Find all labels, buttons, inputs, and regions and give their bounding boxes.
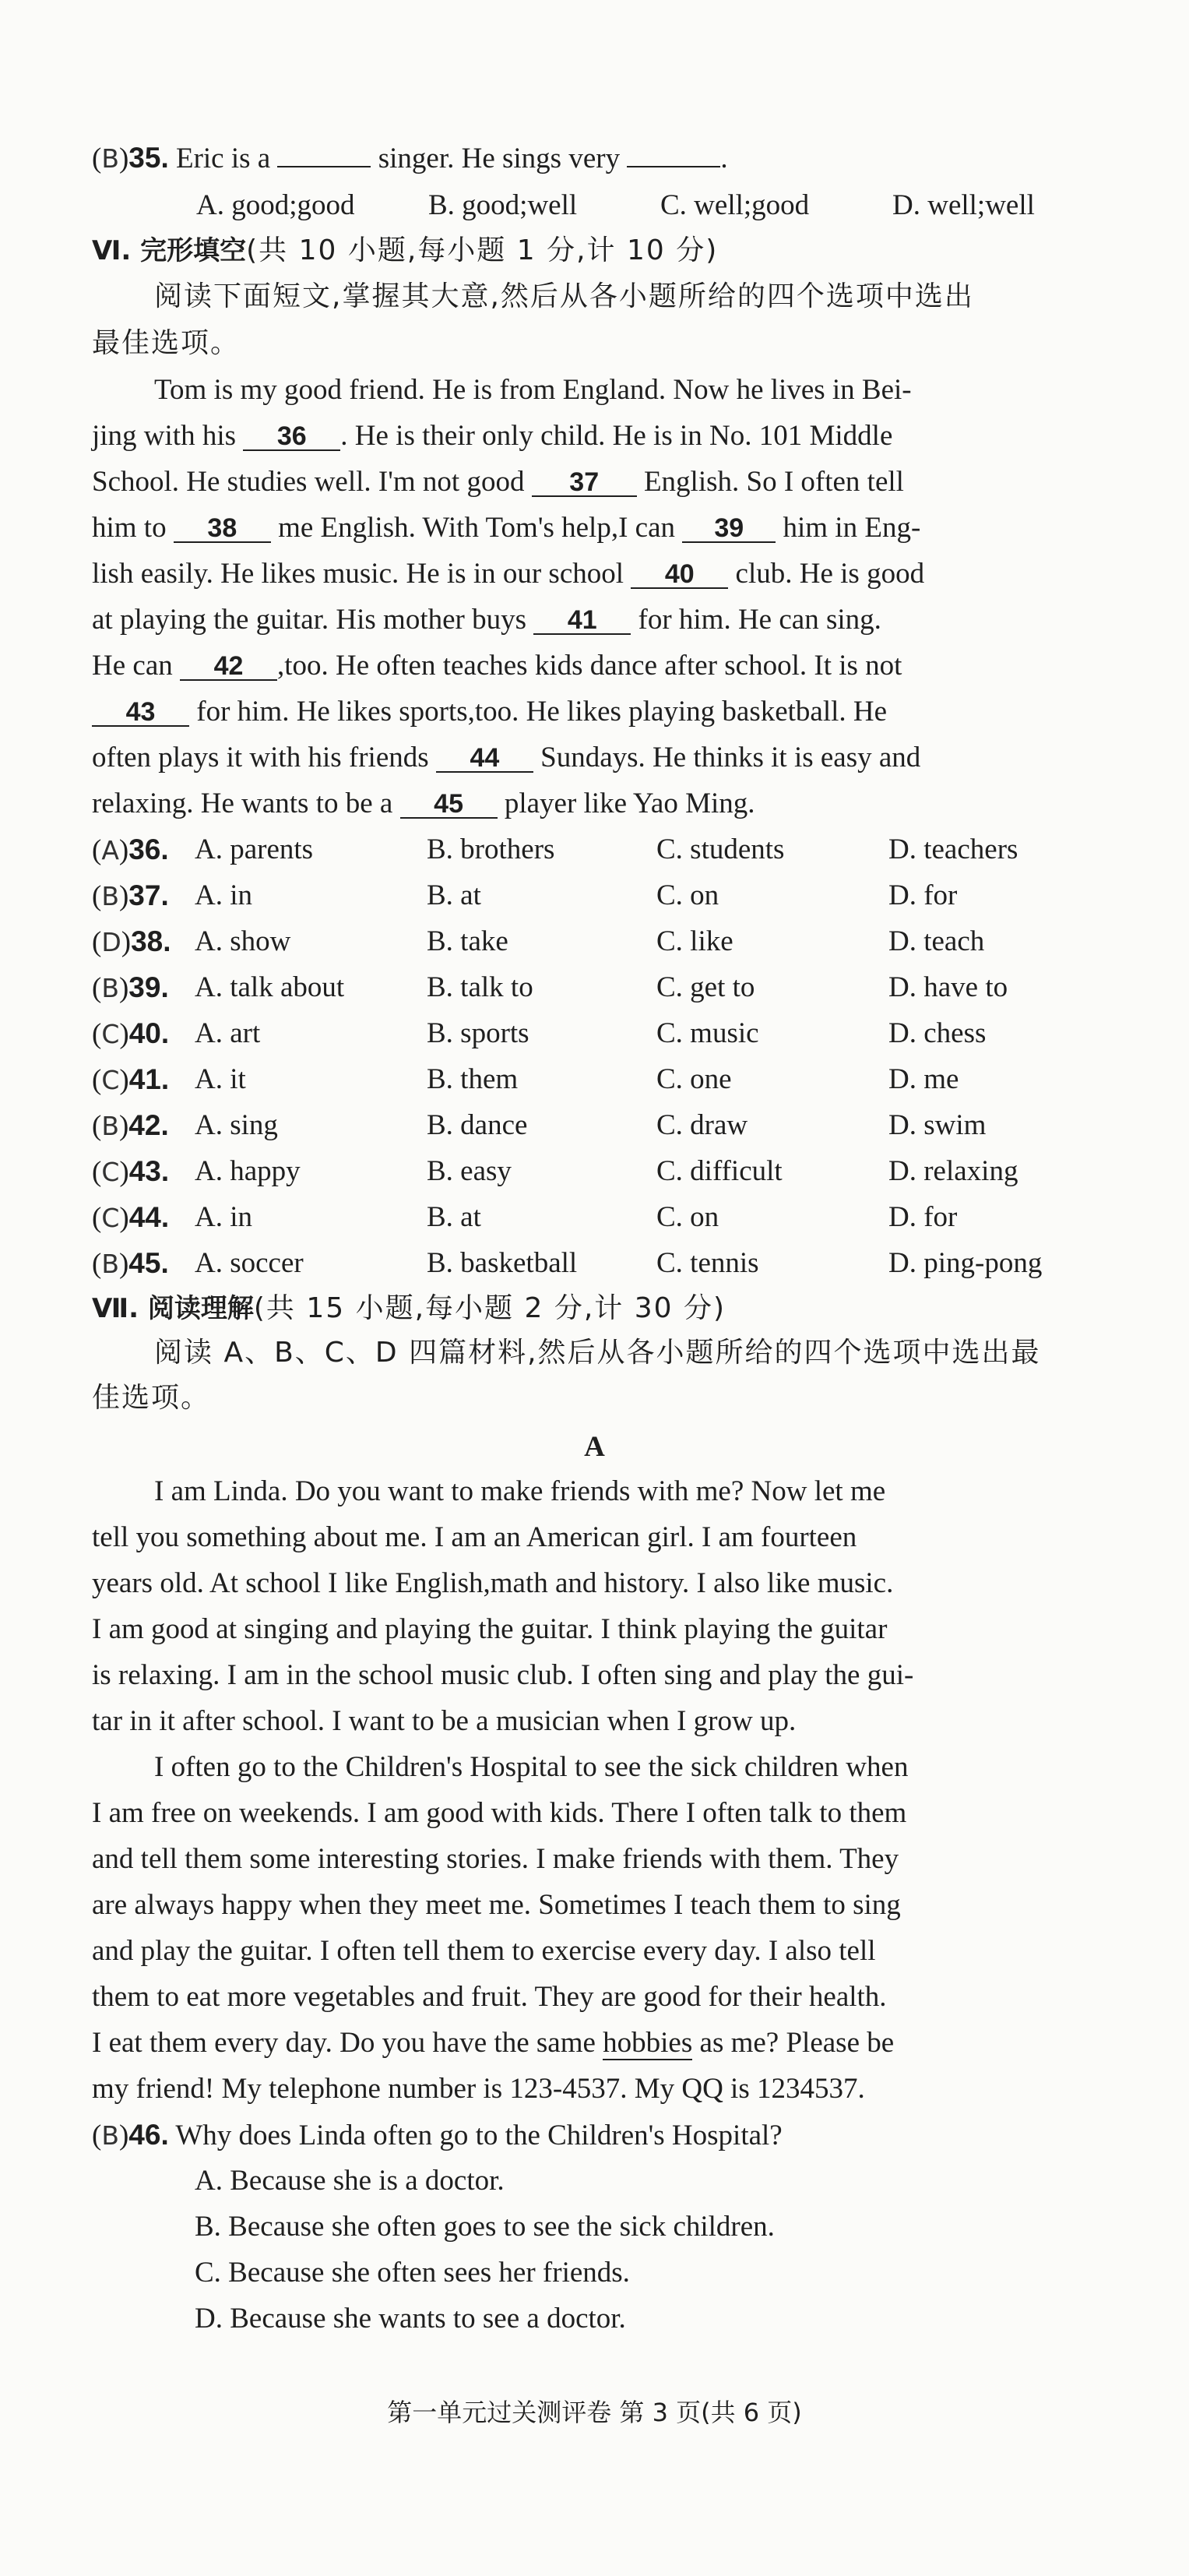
passage-line: years old. At school I like English,math and history. I also like music. (92, 1567, 894, 1599)
cloze-text: me English. With Tom's help,I can (278, 512, 675, 544)
question-number: 41. (128, 1063, 170, 1095)
question-option: A. sing (195, 1109, 278, 1141)
cloze-question-43: (C)43. (92, 1155, 170, 1188)
q35-text: Eric is a (175, 143, 271, 174)
cloze-line (92, 559, 924, 589)
question-option: B. sports (427, 1017, 529, 1049)
passage-text: I eat them every day. Do you have the same (92, 2027, 596, 2059)
cloze-line (92, 421, 892, 451)
q35-text: . (720, 143, 728, 174)
cloze-question-37: (B)37. (92, 879, 169, 912)
cloze-blank-40: 40 (631, 561, 728, 589)
cloze-line (92, 467, 904, 497)
question-option: D. teach (888, 925, 985, 957)
cloze-blank-37: 37 (532, 469, 637, 497)
section6-title: Ⅵ. 完形填空 (92, 235, 247, 266)
question-answer: C (101, 1157, 120, 1187)
cloze-question-42: (B)42. (92, 1109, 169, 1142)
question-answer: B (101, 1111, 119, 1141)
q46-option-a: A. Because she is a doctor. (195, 2165, 505, 2197)
question-option: B. at (427, 1201, 481, 1233)
section6-heading (92, 236, 718, 265)
cloze-blank-41: 41 (533, 607, 631, 635)
question-option: A. art (195, 1017, 261, 1049)
cloze-text: for him. He can sing. (638, 604, 881, 636)
question-option: C. music (656, 1017, 759, 1049)
cloze-blank-39: 39 (682, 515, 776, 543)
cloze-blank-44: 44 (436, 745, 533, 773)
question-option: D. have to (888, 971, 1008, 1003)
cloze-line: Tom is my good friend. He is from England. Now he lives in Bei- (154, 374, 912, 406)
question-option: B. talk to (427, 971, 533, 1003)
page-footer: 第一单元过关测评卷 第 3 页(共 6 页) (387, 2398, 802, 2427)
q35-blank-1 (277, 143, 371, 167)
question-option: D. for (888, 879, 958, 911)
question-option: A. talk about (195, 971, 345, 1003)
question-option: A. in (195, 1201, 252, 1233)
cloze-question-45: (B)45. (92, 1247, 169, 1280)
passage-line: tar in it after school. I want to be a musician when I grow up. (92, 1705, 797, 1737)
q35-number: 35. (128, 142, 169, 174)
cloze-blank-38: 38 (174, 515, 271, 543)
cloze-text: . He is their only child. He is in No. 101 Middle (340, 420, 893, 452)
cloze-question-39: (B)39. (92, 971, 169, 1004)
q46-question: Why does Linda often go to the Children's Hospital? (175, 2120, 783, 2151)
question-option: B. basketball (427, 1247, 578, 1279)
passage-title: A (584, 1431, 605, 1463)
passage-line (92, 2028, 894, 2057)
passage-text: as me? Please be (699, 2027, 895, 2059)
question-option: A. soccer (195, 1247, 304, 1279)
passage-line: and play the guitar. I often tell them to exercise every day. I also tell (92, 1935, 876, 1967)
section6-instruction: 最佳选项。 (92, 327, 241, 359)
question-option: B. at (427, 879, 481, 911)
cloze-question-38: (D)38. (92, 925, 171, 958)
question-option: C. on (656, 879, 719, 911)
question-number: 44. (128, 1201, 170, 1233)
underlined-word: hobbies (603, 2027, 693, 2059)
passage-line: are always happy when they meet me. Sometimes I teach them to sing (92, 1889, 901, 1921)
question-answer: B (101, 973, 119, 1003)
question-answer: B (101, 1249, 119, 1279)
cloze-line (92, 605, 881, 635)
cloze-text: at playing the guitar. His mother buys (92, 604, 526, 636)
q35-answer: B (101, 143, 119, 174)
question-option: B. easy (427, 1155, 512, 1187)
question-option: C. tennis (656, 1247, 759, 1279)
question-number: 38. (131, 925, 171, 957)
passage-line: tell you something about me. I am an American girl. I am fourteen (92, 1521, 857, 1553)
passage-line: is relaxing. I am in the school music club. I often sing and play the gui- (92, 1659, 914, 1691)
cloze-text: him to (92, 512, 167, 544)
question-number: 40. (128, 1017, 170, 1049)
question-answer: B (101, 881, 119, 911)
question-option: A. happy (195, 1155, 301, 1187)
cloze-text: English. So I often tell (643, 466, 904, 498)
section6-instruction: 阅读下面短文,掌握其大意,然后从各小题所给的四个选项中选出 (154, 280, 974, 312)
question-option: A. parents (195, 833, 314, 865)
q35-option-d: D. well;well (892, 189, 1035, 221)
q35-option-b: B. good;well (428, 189, 578, 221)
question-option: B. them (427, 1063, 519, 1095)
question-option: C. difficult (656, 1155, 783, 1187)
cloze-question-36: (A)36. (92, 833, 169, 866)
question-answer: C (101, 1065, 120, 1095)
question-number: 42. (128, 1109, 169, 1141)
question-option: C. get to (656, 971, 755, 1003)
cloze-text: often plays it with his friends (92, 742, 429, 774)
section7-instruction: 阅读 A、B、C、D 四篇材料,然后从各小题所给的四个选项中选出最 (154, 1337, 1041, 1369)
passage-line: I am free on weekends. I am good with kids. There I often talk to them (92, 1797, 907, 1829)
section7-instruction: 佳选项。 (92, 1382, 211, 1414)
passage-line: them to eat more vegetables and fruit. They are good for their health. (92, 1981, 887, 2013)
question-answer: C (101, 1203, 120, 1233)
cloze-text: Sundays. He thinks it is easy and (540, 742, 921, 774)
q35-text: singer. He sings very (378, 143, 621, 174)
cloze-line (92, 651, 902, 681)
cloze-line (92, 513, 920, 543)
question-option: D. me (888, 1063, 959, 1095)
cloze-text: He can (92, 650, 173, 682)
cloze-text: player like Yao Ming. (504, 788, 755, 819)
cloze-question-41: (C)41. (92, 1063, 170, 1096)
cloze-blank-42: 42 (180, 653, 277, 681)
q46-option-b: B. Because she often goes to see the sick children. (195, 2211, 775, 2243)
passage-line: I am Linda. Do you want to make friends with me? Now let me (154, 1475, 886, 1507)
passage-line: I am good at singing and playing the guitar. I think playing the guitar (92, 1613, 888, 1645)
cloze-line (92, 697, 887, 727)
cloze-text: him in Eng- (783, 512, 921, 544)
q46-answer: B (101, 2120, 119, 2151)
question-option: D. for (888, 1201, 958, 1233)
section7-heading (92, 1294, 726, 1323)
cloze-text: School. He studies well. I'm not good (92, 466, 525, 498)
question-answer: C (101, 1019, 120, 1049)
question-number: 43. (128, 1155, 170, 1187)
question-option: D. relaxing (888, 1155, 1018, 1187)
question-answer: A (101, 835, 119, 865)
q35-line: (B)35. Eric is a singer. He sings very . (92, 142, 728, 174)
q35-option-a: A. good;good (196, 189, 355, 221)
cloze-question-44: (C)44. (92, 1201, 170, 1234)
cloze-text: for him. He likes sports,too. He likes playing basketball. He (196, 696, 888, 728)
cloze-text: ,too. He often teaches kids dance after school. It is not (277, 650, 902, 682)
q46-option-c: C. Because she often sees her friends. (195, 2257, 630, 2289)
question-option: B. dance (427, 1109, 528, 1141)
question-option: C. students (656, 833, 785, 865)
cloze-blank-45: 45 (400, 791, 498, 819)
passage-line: I often go to the Children's Hospital to see the sick children when (154, 1751, 909, 1783)
cloze-text: jing with his (92, 420, 237, 452)
question-number: 36. (128, 833, 169, 865)
q46-number: 46. (128, 2119, 169, 2151)
question-number: 45. (128, 1247, 169, 1279)
q46-option-d: D. Because she wants to see a doctor. (195, 2303, 626, 2335)
question-option: B. take (427, 925, 508, 957)
question-option: D. swim (888, 1109, 987, 1141)
passage-line: my friend! My telephone number is 123-4537. My QQ is 1234537. (92, 2073, 865, 2105)
question-option: D. ping-pong (888, 1247, 1043, 1279)
question-option: A. it (195, 1063, 246, 1095)
question-option: C. one (656, 1063, 732, 1095)
question-option: A. in (195, 879, 252, 911)
question-number: 39. (128, 971, 169, 1003)
cloze-text: lish easily. He likes music. He is in our school (92, 558, 624, 590)
q35-option-c: C. well;good (660, 189, 810, 221)
cloze-line (92, 789, 755, 819)
cloze-blank-36: 36 (243, 423, 340, 451)
question-option: D. chess (888, 1017, 987, 1049)
question-option: C. on (656, 1201, 719, 1233)
section7-score: (共 15 小题,每小题 2 分,计 30 分) (253, 1292, 726, 1324)
question-option: C. like (656, 925, 733, 957)
section7-title: Ⅶ. 阅读理解 (92, 1293, 254, 1324)
question-answer: D (101, 927, 121, 957)
question-option: D. teachers (888, 833, 1018, 865)
section6-score: (共 10 小题,每小题 1 分,计 10 分) (246, 234, 719, 266)
cloze-text: club. He is good (735, 558, 925, 590)
q46-line: (B)46. Why does Linda often go to the Children's Hospital? (92, 2119, 783, 2151)
passage-line: and tell them some interesting stories. I make friends with them. They (92, 1843, 899, 1875)
question-option: C. draw (656, 1109, 748, 1141)
cloze-line (92, 743, 920, 773)
question-number: 37. (128, 879, 169, 911)
question-option: A. show (195, 925, 291, 957)
cloze-question-40: (C)40. (92, 1017, 170, 1050)
cloze-text: relaxing. He wants to be a (92, 788, 393, 819)
cloze-blank-43: 43 (92, 699, 189, 727)
question-option: B. brothers (427, 833, 555, 865)
q35-blank-2 (627, 143, 720, 167)
